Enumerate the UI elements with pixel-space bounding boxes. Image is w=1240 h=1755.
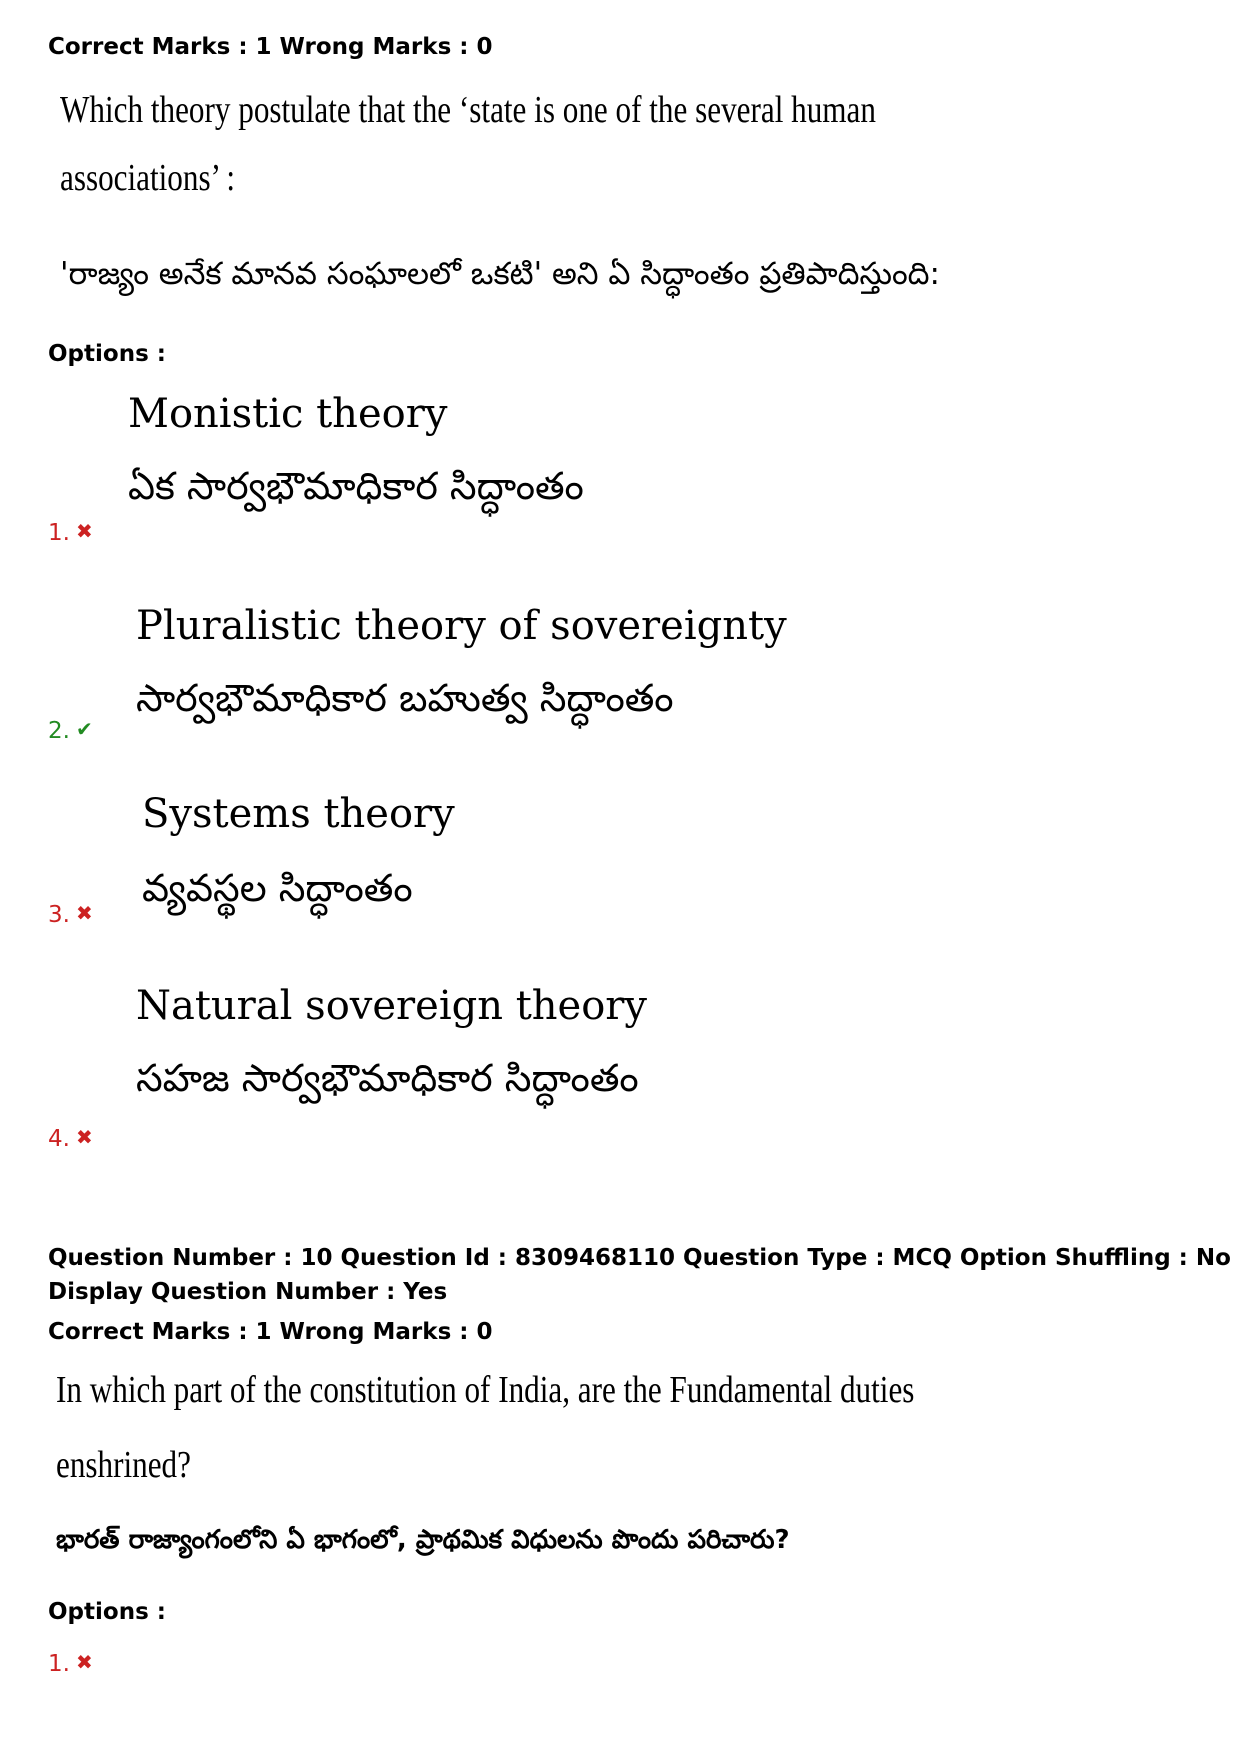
q9-option-4-number xyxy=(48,1122,93,1154)
option-number: 2. xyxy=(48,718,70,744)
q9-option-3-text-te: వ్యవస్థల సిద్ధాంతం xyxy=(142,866,413,910)
q9-option-3-number xyxy=(48,898,93,930)
q10-marks-line: Correct Marks : 1 Wrong Marks : 0 xyxy=(48,1319,493,1345)
q9-option-1-text-en: Monistic theory xyxy=(128,391,448,437)
q9-marks-line: Correct Marks : 1 Wrong Marks : 0 xyxy=(48,34,493,60)
q10-options-label: Options : xyxy=(48,1599,166,1625)
wrong-cross-icon: ✖ xyxy=(75,901,93,925)
q9-option-4-text-en: Natural sovereign theory xyxy=(136,983,648,1029)
q9-text-en-line2: associations’ : xyxy=(60,157,236,199)
q9-option-2-number xyxy=(48,714,93,746)
q10-option-1-number xyxy=(48,1647,93,1679)
wrong-cross-icon: ✖ xyxy=(75,1125,93,1149)
option-number: 1. xyxy=(48,520,70,546)
q10-text-te: భారత్ రాజ్యాంగంలోని ఏ భాగంలో, ప్రాథమిక విధులను పొందు పరిచారు? xyxy=(56,1525,790,1555)
wrong-cross-icon: ✖ xyxy=(75,1650,93,1674)
correct-check-icon: ✔ xyxy=(75,717,93,741)
option-number: 3. xyxy=(48,902,70,928)
q9-option-3-text-en: Systems theory xyxy=(142,791,455,837)
q9-text-en-line1: Which theory postulate that the ‘state is one of the several human xyxy=(60,89,876,131)
q9-option-2-text-te: సార్వభౌమాధికార బహుత్వ సిద్ధాంతం xyxy=(136,676,674,720)
q10-header-line1: Question Number : 10 Question Id : 8309468110 Question Type : MCQ Option Shuffling : No xyxy=(48,1245,1231,1271)
q9-options-label: Options : xyxy=(48,341,166,367)
q9-option-4-text-te: సహజ సార్వభౌమాధికార సిద్ధాంతం xyxy=(136,1056,639,1100)
option-number: 4. xyxy=(48,1126,70,1152)
q9-text-te: 'రాజ్యం అనేక మానవ సంఘాలలో ఒకటి' అని ఏ సిద్ధాంతం ప్రతిపాదిస్తుంది: xyxy=(60,256,940,292)
q9-option-1-text-te: ఏక సార్వభౌమాధికార సిద్ధాంతం xyxy=(128,464,584,508)
q9-option-1-number xyxy=(48,516,93,548)
option-number: 1. xyxy=(48,1651,70,1677)
q10-text-en-line2: enshrined? xyxy=(56,1444,191,1486)
wrong-cross-icon: ✖ xyxy=(75,519,93,543)
q10-text-en-line1: In which part of the constitution of India, are the Fundamental duties xyxy=(56,1369,915,1411)
q9-option-2-text-en: Pluralistic theory of sovereignty xyxy=(136,603,787,649)
q10-header-line2: Display Question Number : Yes xyxy=(48,1279,448,1305)
